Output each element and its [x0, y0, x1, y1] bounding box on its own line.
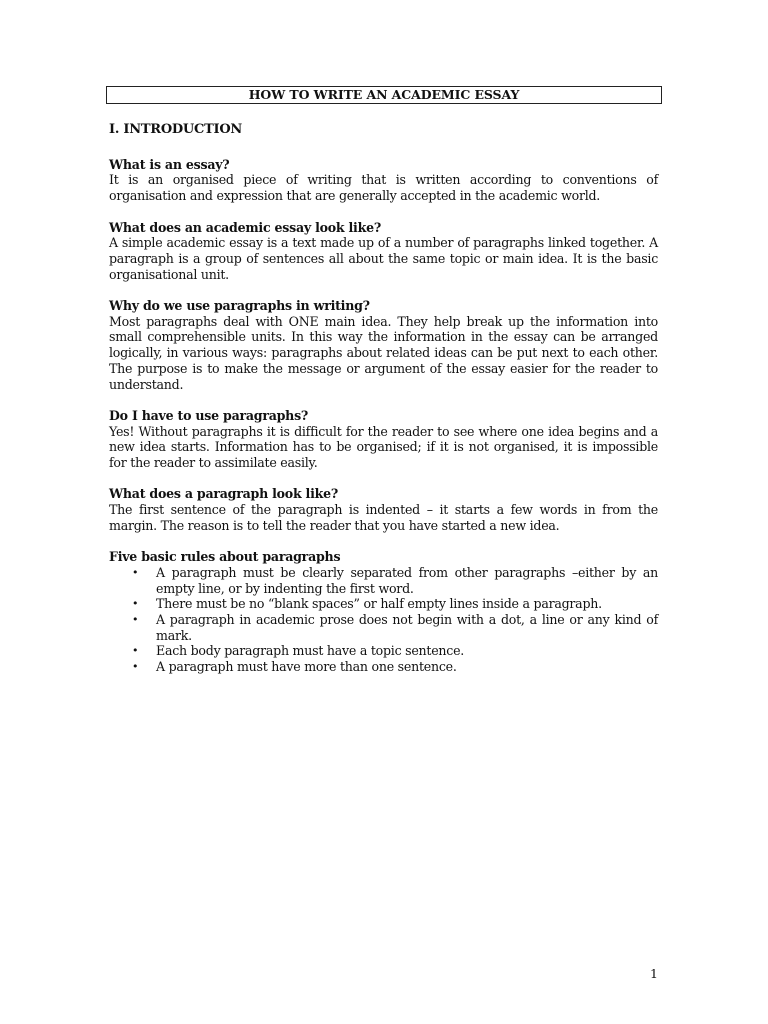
list-item	[109, 643, 658, 659]
question-heading: What does an academic essay look like?	[109, 219, 381, 235]
bullet-icon: •	[132, 644, 139, 658]
answer-paragraph: Most paragraphs deal with ONE main idea. They help break up the information into small comprehensible units. In this way the information in the essay can be arranged logically, in various ways: paragraphs about related ideas can be put next to each other. The purpose is to make the message or argument of the essay easier for the reader to understand.	[109, 313, 658, 392]
rules-block	[109, 549, 658, 675]
qa-block-have-to-use	[109, 408, 658, 471]
question-heading: Why do we use paragraphs in writing?	[109, 298, 370, 313]
bullet-icon: •	[132, 660, 139, 674]
question-heading: Do I have to use paragraphs?	[109, 407, 309, 423]
rules-heading: Five basic rules about paragraphs	[109, 549, 341, 565]
section-heading: I. INTRODUCTION	[109, 122, 243, 137]
document-title: HOW TO WRITE AN ACADEMIC ESSAY	[106, 86, 662, 104]
qa-block-why-paragraphs	[109, 298, 658, 392]
rule-text: A paragraph in academic prose does not begin with a dot, a line or any kind of mark.	[156, 612, 658, 643]
rule-text: There must be no “blank spaces” or half empty lines inside a paragraph.	[156, 596, 602, 612]
list-item	[109, 565, 658, 596]
list-item	[109, 596, 658, 612]
qa-block-academic-essay	[109, 220, 658, 283]
list-item	[109, 612, 658, 643]
list-item	[109, 659, 658, 675]
rules-list	[109, 565, 658, 675]
question-heading: What does a paragraph look like?	[109, 486, 338, 502]
answer-paragraph: Yes! Without paragraphs it is difficult for the reader to see where one idea begins and a new idea starts. Information has to be organised; if it is not organised, it is impossible for the reader to assimilate easily.	[109, 423, 658, 471]
document-body	[109, 122, 658, 691]
bullet-icon: •	[132, 565, 139, 579]
question-heading: What is an essay?	[109, 156, 230, 172]
answer-paragraph: It is an organised piece of writing that is written according to conventions of organisation and expression that are generally accepted in the academic world.	[109, 172, 658, 204]
rule-text: A paragraph must have more than one sentence.	[156, 659, 457, 675]
rule-text: A paragraph must be clearly separated from other paragraphs –either by an empty line, or by indenting the first word.	[156, 564, 658, 596]
bullet-icon: •	[132, 597, 139, 611]
page-number: 1	[650, 966, 658, 981]
rule-text: Each body paragraph must have a topic sentence.	[156, 643, 465, 659]
bullet-icon: •	[132, 613, 139, 627]
answer-paragraph: A simple academic essay is a text made up of a number of paragraphs linked together. A paragraph is a group of sentences all about the same topic or main idea. It is the basic organisational unit.	[109, 235, 658, 282]
qa-block-paragraph-look	[109, 486, 658, 533]
answer-paragraph: The first sentence of the paragraph is indented – it starts a few words in from the margin. The reason is to tell the reader that you have started a new idea.	[109, 502, 658, 533]
qa-block-essay	[109, 157, 658, 204]
